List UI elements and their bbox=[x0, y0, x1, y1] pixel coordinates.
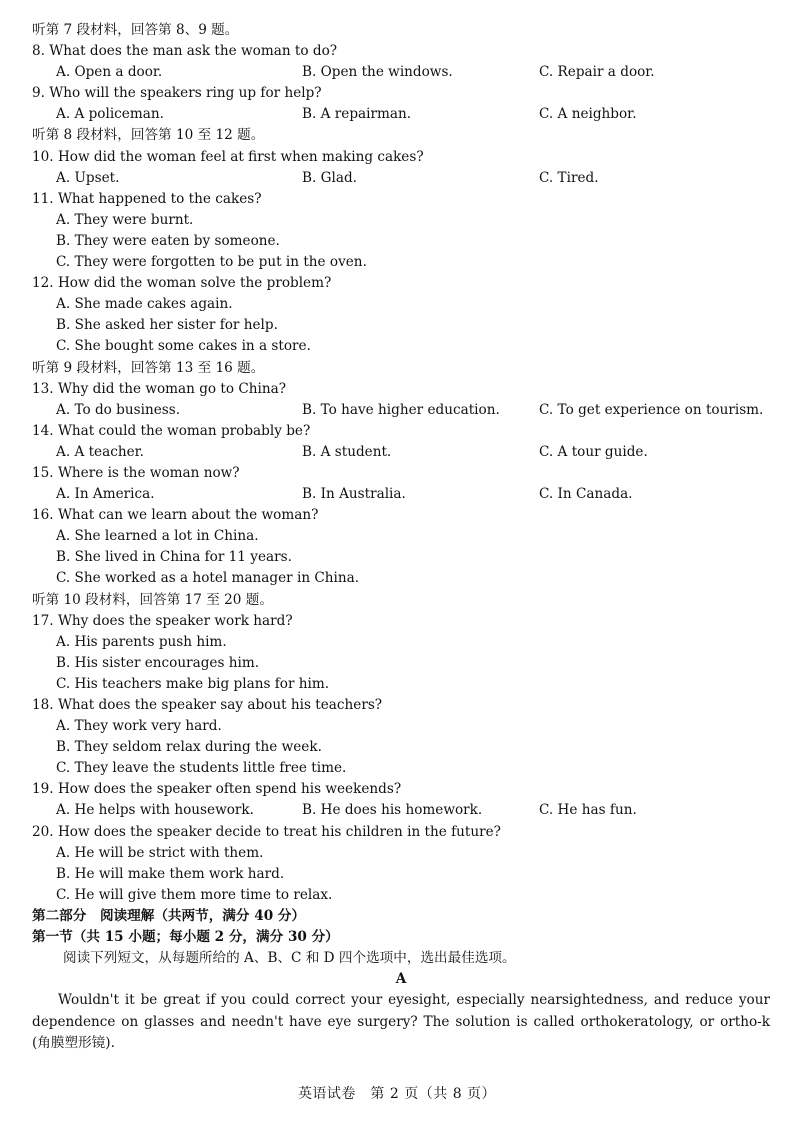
answer-option: C. He will give them more time to relax. bbox=[56, 886, 333, 903]
question-stem: 17. Why does the speaker work hard? bbox=[32, 612, 293, 629]
answer-option: A. They were burnt. bbox=[56, 211, 194, 228]
answer-option: A. She made cakes again. bbox=[56, 296, 233, 313]
passage-title: A bbox=[395, 971, 407, 988]
answer-option: C. In Canada. bbox=[539, 486, 633, 503]
answer-option: A. His parents push him. bbox=[56, 633, 227, 650]
question-stem: 15. Where is the woman now? bbox=[32, 464, 240, 481]
answer-option: B. He does his homework. bbox=[302, 802, 483, 819]
answer-option: B. They seldom relax during the week. bbox=[56, 739, 322, 756]
answer-option: A. He helps with housework. bbox=[56, 802, 254, 819]
answer-option: C. His teachers make big plans for him. bbox=[56, 675, 330, 692]
answer-option: C. A neighbor. bbox=[539, 106, 637, 123]
answer-options-row bbox=[32, 800, 770, 821]
answer-options-row bbox=[32, 484, 770, 505]
answer-option: C. To get experience on tourism. bbox=[539, 401, 764, 418]
section-heading: 听第 7 段材料，回答第 8、9 题。 bbox=[32, 22, 239, 38]
question-stem: 13. Why did the woman go to China? bbox=[32, 380, 287, 397]
part-heading: 第二部分 阅读理解（共两节，满分 40 分） bbox=[32, 907, 306, 924]
answer-option: B. She asked her sister for help. bbox=[56, 317, 278, 334]
answer-options-row bbox=[32, 168, 770, 189]
answer-option: B. A student. bbox=[302, 443, 392, 460]
question-stem: 16. What can we learn about the woman? bbox=[32, 507, 319, 524]
answer-option: A. They work very hard. bbox=[56, 718, 222, 735]
question-stem: 19. How does the speaker often spend his weekends? bbox=[32, 781, 402, 798]
section-heading: 听第 9 段材料，回答第 13 至 16 题。 bbox=[32, 359, 265, 376]
question-stem: 20. How does the speaker decide to treat his children in the future? bbox=[32, 823, 501, 840]
question-stem: 11. What happened to the cakes? bbox=[32, 190, 262, 207]
answer-options-row bbox=[32, 62, 770, 83]
question-stem: 12. How did the woman solve the problem? bbox=[32, 275, 332, 292]
answer-option: C. Tired. bbox=[539, 169, 599, 186]
answer-option: B. In Australia. bbox=[302, 486, 406, 503]
answer-option: C. A tour guide. bbox=[539, 443, 648, 460]
answer-options-row bbox=[32, 104, 770, 125]
answer-option: A. To do business. bbox=[56, 401, 181, 418]
exam-content bbox=[32, 20, 770, 1055]
section-heading: 听第 8 段材料，回答第 10 至 12 题。 bbox=[32, 127, 265, 144]
answer-options-row bbox=[32, 442, 770, 463]
answer-option: A. Upset. bbox=[56, 169, 120, 186]
answer-option: C. She worked as a hotel manager in China. bbox=[56, 570, 360, 587]
answer-option: B. He will make them work hard. bbox=[56, 865, 285, 882]
answer-option: B. A repairman. bbox=[302, 106, 412, 123]
section-heading: 听第 10 段材料，回答第 17 至 20 题。 bbox=[32, 591, 273, 608]
answer-option: B. His sister encourages him. bbox=[56, 654, 260, 671]
answer-option: C. He has fun. bbox=[539, 802, 637, 819]
answer-option: A. He will be strict with them. bbox=[56, 844, 264, 861]
answer-option: A. In America. bbox=[56, 486, 155, 503]
question-stem: 9. Who will the speakers ring up for help? bbox=[32, 85, 322, 102]
answer-option: B. To have higher education. bbox=[302, 401, 500, 418]
answer-option: B. Glad. bbox=[302, 169, 357, 186]
answer-option: A. Open a door. bbox=[56, 64, 163, 81]
answer-option: A. A policeman. bbox=[56, 106, 164, 123]
question-stem: 8. What does the man ask the woman to do? bbox=[32, 43, 338, 60]
question-stem: 18. What does the speaker say about his teachers? bbox=[32, 697, 383, 713]
answer-option: B. She lived in China for 11 years. bbox=[56, 549, 292, 566]
passage-paragraph: Wouldn't it be great if you could correct your eyesight, especially nearsightedness, and reduce your dependence on glasses and needn't have eye surgery? The solution is called orthokeratology, or ortho-k (角膜塑形镜). bbox=[32, 992, 770, 1052]
answer-option: C. Repair a door. bbox=[539, 64, 655, 81]
answer-option: C. They were forgotten to be put in the oven. bbox=[56, 254, 367, 271]
answer-option: C. They leave the students little free time. bbox=[56, 760, 347, 777]
answer-option: B. Open the windows. bbox=[302, 64, 453, 81]
part-heading: 第一节（共 15 小题；每小题 2 分，满分 30 分） bbox=[32, 929, 339, 946]
answer-option: A. A teacher. bbox=[56, 443, 144, 460]
answer-options-row bbox=[32, 400, 770, 421]
answer-option: C. She bought some cakes in a store. bbox=[56, 338, 311, 355]
page-footer: 英语试卷 第 2 页（共 8 页） bbox=[297, 1086, 497, 1102]
answer-option: A. She learned a lot in China. bbox=[56, 528, 259, 545]
answer-option: B. They were eaten by someone. bbox=[56, 232, 280, 249]
question-stem: 10. How did the woman feel at first when making cakes? bbox=[32, 148, 424, 165]
question-stem: 14. What could the woman probably be? bbox=[32, 422, 311, 439]
instructions: 阅读下列短文，从每题所给的 A、B、C 和 D 四个选项中，选出最佳选项。 bbox=[63, 950, 516, 967]
